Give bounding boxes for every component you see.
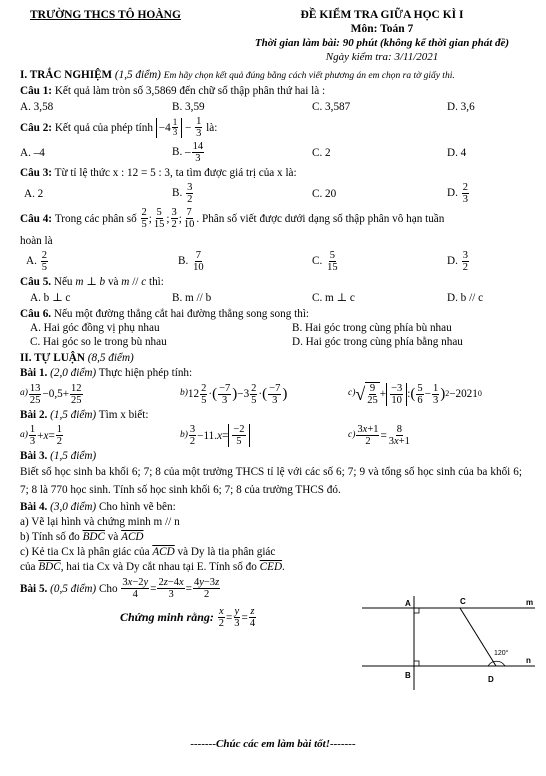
q4-text-c: hoàn là xyxy=(20,235,53,248)
q4-option-b-prefix: B. xyxy=(178,255,189,268)
part1-title: I. TRẮC NGHIỆM xyxy=(20,69,113,82)
bai-4 xyxy=(20,500,360,574)
q2-options xyxy=(20,141,532,164)
q4-option-a-prefix: A. xyxy=(26,255,37,268)
b5-label: Bài 5. xyxy=(20,582,48,595)
q3-options xyxy=(20,182,532,205)
q1-option-b: B. 3,59 xyxy=(172,101,205,114)
question-6 xyxy=(20,307,532,321)
part2-points: (8,5 điểm) xyxy=(87,352,134,365)
question-4: Câu 4: Trong các phân số $\frac{2}{5}$ ; $\frac{5}{15}$ ; $\frac{3}{2}$ ; $\frac{7}{10}$ . Phân số viết được dưới dạng số thập phân vô hạn tuần xyxy=(20,207,445,231)
q3-label: Câu 3: xyxy=(20,167,53,180)
b1-expressions xyxy=(20,382,532,406)
bai-1 xyxy=(20,366,532,380)
label-A: A xyxy=(405,599,411,608)
b2-label: Bài 2. xyxy=(20,409,48,422)
q4-option-c-prefix: C. xyxy=(312,255,323,268)
part2-heading xyxy=(20,351,532,365)
b2-expressions xyxy=(20,424,532,447)
exam-info xyxy=(232,8,532,64)
q3-text: Từ tỉ lệ thức x : 12 = 5 : 3, ta tìm được giá trị của x là: xyxy=(54,167,297,180)
q2-text: Kết quả của phép tính xyxy=(54,121,153,134)
q3-option-d: D. $\frac{2}{3}$ xyxy=(447,182,468,206)
b1-text: Thực hiện phép tính: xyxy=(98,367,193,380)
q5-options xyxy=(20,291,532,305)
q4-option-a: A. $\frac{2}{5}$ xyxy=(26,250,47,274)
q1-options xyxy=(20,100,532,114)
label-D: D xyxy=(488,675,494,684)
q2-option-a: A. –4 xyxy=(20,146,45,159)
q6-label: Câu 6. xyxy=(20,308,52,321)
q4-options xyxy=(20,250,532,273)
b1-points: (2,0 điểm) xyxy=(50,367,97,380)
exam-subject: Môn: Toán 7 xyxy=(350,23,414,36)
angle-arc xyxy=(488,661,505,666)
school-name: TRƯỜNG THCS TÔ HOÀNG xyxy=(30,9,181,21)
q4-option-b: B. $\frac{7}{10}$ xyxy=(178,250,204,274)
q1-option-a: A. 3,58 xyxy=(20,101,54,114)
right-angle-b xyxy=(414,661,419,666)
b5-text: Cho xyxy=(98,582,118,595)
b5-prove: Chứng minh rằng: $\frac{x}{2}$ = $\frac{y}{3}$ = $\frac{z}{4}$ xyxy=(120,606,256,630)
q6-option-c: C. Hai góc so le trong bù nhau xyxy=(30,336,167,349)
q5-text-c: thì: xyxy=(148,276,164,289)
b3-points: (1,5 điểm) xyxy=(50,450,97,463)
q6-option-d: D. Hai góc trong cùng phía bằng nhau xyxy=(292,336,463,349)
q2-option-b-prefix: B. – xyxy=(172,146,191,159)
label-n: n xyxy=(526,656,531,665)
q3-option-d-prefix: D. xyxy=(447,187,458,200)
b4-part-c2-text: của xyxy=(20,561,36,574)
line-cd xyxy=(460,608,496,666)
b2-expr-b: b) $\frac{3}{2}$ −11. x = $\frac{-2}{5}$ xyxy=(180,424,348,447)
b4-points: (3,0 điểm) xyxy=(50,501,97,514)
geometry-figure xyxy=(360,594,540,694)
q2-option-d: D. 4 xyxy=(447,146,467,159)
b1-label: Bài 1. xyxy=(20,367,48,380)
b1-expr-c: c) √ $\frac{9}{25}$ + $\frac{-3}{10}$ : ( $\frac{5}{6}$ − $\frac{1}{3}$ ) 2 −2021 0 xyxy=(348,382,482,407)
q4-text-a: Trong các phân số xyxy=(54,212,137,225)
q3-option-b: B. $\frac{3}{2}$ xyxy=(172,182,193,206)
label-m: m xyxy=(526,598,534,607)
b4-part-b-tail: và xyxy=(107,531,119,544)
q3-option-a: A. 2 xyxy=(24,187,44,200)
bai-5: Bài 5. (0,5 điểm) Cho $\frac{3x-2y}{4}$ = $\frac{2z-4x}{3}$ = $\frac{4y-3z}{2}$ xyxy=(20,577,220,601)
b4-part-c1-text: c) Kẻ tia Cx là phân giác của xyxy=(20,546,150,559)
b4-part-c1: c) Kẻ tia Cx là phân giác của $\overline{ACD}$ và Dy là tia phân giác xyxy=(20,546,276,559)
q5-label: Câu 5. xyxy=(20,276,52,289)
q6-options xyxy=(20,321,532,349)
q4-label: Câu 4: xyxy=(20,212,53,225)
q5-option-c: C. m ⊥ c xyxy=(312,292,355,305)
question-5: Câu 5. Nếu m ⊥ b và m // c thì: xyxy=(20,276,164,289)
q5-option-a: A. b ⊥ c xyxy=(30,292,71,305)
b4-part-b-text: b) Tính số đo xyxy=(20,531,80,544)
q3-option-c: C. 20 xyxy=(312,187,337,200)
q2-option-b: B. – $\frac{14}{3}$ xyxy=(172,141,204,165)
exam-title: ĐỀ KIỂM TRA GIỮA HỌC KÌ I xyxy=(300,9,464,21)
q2-option-c: C. 2 xyxy=(312,146,331,159)
part1-instruction: Em hãy chọn kết quả đúng bằng cách viết phương án em chọn ra tờ giấy thi. xyxy=(163,71,455,82)
bai-2 xyxy=(20,408,532,422)
b2-points: (1,5 điểm) xyxy=(50,409,97,422)
exam-header xyxy=(20,8,532,64)
q3-option-b-prefix: B. xyxy=(172,187,183,200)
b1-expr-b: b) 12 $\frac{2}{5}$ · ( $\frac{-7}{3}$ ) −3 $\frac{2}{5}$ · ( $\frac{-7}{3}$ ) xyxy=(180,382,288,406)
footer-message: -------Chúc các em làm bài tốt!------- xyxy=(190,738,356,750)
question-1 xyxy=(20,84,532,98)
part2-title: II. TỰ LUẬN xyxy=(20,352,85,365)
b1-expr-a: a) $\frac{13}{25}$ −0,5+ $\frac{12}{25}$ xyxy=(20,382,82,406)
b4-part-c2-tail: , hai tia Cx và Dy cắt nhau tại E. Tính số đo xyxy=(60,561,257,574)
q5-option-b: B. m // b xyxy=(172,292,212,305)
b2-text: Tìm x biết: xyxy=(98,409,149,422)
q4-option-c: C. $\frac{5}{15}$ xyxy=(312,250,338,274)
q4-option-d-prefix: D. xyxy=(447,255,458,268)
b4-part-c2: của $\overline{BDC}$, hai tia Cx và Dy cắt nhau tại E. Tính số đo $\overline{CED}$. xyxy=(20,561,285,574)
q6-text: Nếu một đường thẳng cắt hai đường thẳng song song thì: xyxy=(53,308,310,321)
q4-option-d: D. $\frac{3}{2}$ xyxy=(447,250,468,274)
exam-date: Ngày kiểm tra: 3/11/2021 xyxy=(325,50,439,63)
q2-tail: là: xyxy=(206,121,218,134)
b4-part-b: b) Tính số đo $\overline{BDC}$ và $\overline{ACD}$ xyxy=(20,531,144,544)
q1-text: Kết quả làm tròn số 3,5869 đến chữ số thập phân thứ hai là : xyxy=(54,85,326,98)
b3-text: Biết số học sinh ba khối 6; 7; 8 của một trường THCS tỉ lệ với các số 6; 7; 9 và tổng số học sinh của ba khối 6; 7; 8 là 770 học sinh. Tính số học sinh khối 6; 7; 8 của trường THCS đó. xyxy=(20,466,522,496)
b4-label: Bài 4. xyxy=(20,501,48,514)
q5-text-a: Nếu xyxy=(53,276,73,289)
q4-text-b: . Phân số viết được dưới dạng số thập phân vô hạn tuần xyxy=(196,212,445,225)
question-3 xyxy=(20,166,532,180)
b5-points: (0,5 điểm) xyxy=(50,582,97,595)
q1-option-c: C. 3,587 xyxy=(312,101,351,114)
b2-expr-c: c) $\frac{3x+1}{2}$ = $\frac{8}{3x+1}$ xyxy=(348,424,410,448)
q5-text-b: và xyxy=(107,276,119,289)
q2-label: Câu 2: xyxy=(20,121,53,134)
b5-prove-text: Chứng minh rằng: xyxy=(120,610,214,625)
label-C: C xyxy=(460,597,466,606)
q2-expression: −4 $\frac{1}{3}$ xyxy=(156,118,182,138)
question-2: Câu 2: Kết quả của phép tính −4 $\frac{1}{3}$ − $\frac{1}{3}$ là: xyxy=(20,116,218,140)
b4-part-c1-tail: và Dy là tia phân giác xyxy=(177,546,276,559)
label-angle: 120° xyxy=(494,650,509,657)
q1-label: Câu 1: xyxy=(20,85,53,98)
part1-heading xyxy=(20,68,532,83)
b3-label: Bài 3. xyxy=(20,450,48,463)
q6-option-b: B. Hai góc trong cùng phía bù nhau xyxy=(292,322,452,335)
b2-expr-a: a) $\frac{1}{3}$ + x = $\frac{1}{2}$ xyxy=(20,424,63,448)
q1-option-d: D. 3,6 xyxy=(447,101,475,114)
label-B: B xyxy=(405,671,411,680)
right-angle-a xyxy=(414,608,419,613)
b4-part-a: a) Vẽ lại hình và chứng minh m // n xyxy=(20,516,180,529)
part1-points: (1,5 điểm) xyxy=(114,69,161,82)
b4-text: Cho hình vẽ bên: xyxy=(98,501,176,514)
q5-option-d: D. b // c xyxy=(447,292,484,305)
q6-option-a: A. Hai góc đồng vị phụ nhau xyxy=(30,322,160,335)
bai-3 xyxy=(20,449,532,463)
exam-duration: Thời gian làm bài: 90 phút (không kể thời gian phát đề) xyxy=(254,36,510,49)
